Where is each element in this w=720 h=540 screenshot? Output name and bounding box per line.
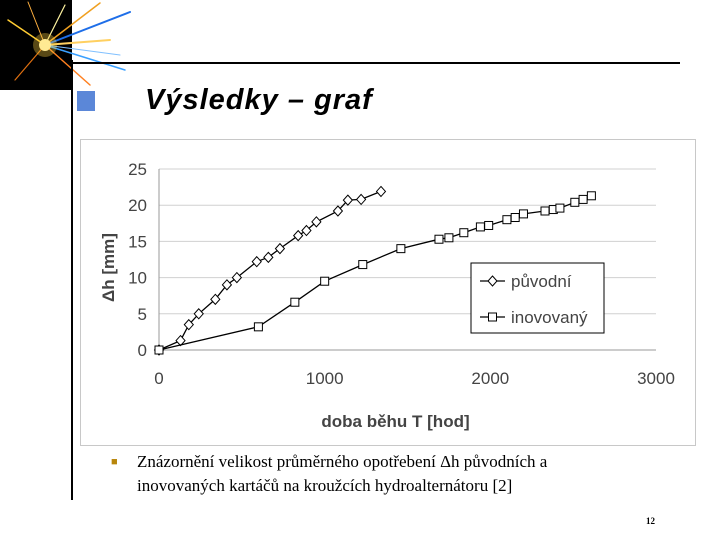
data-point-2 [359, 261, 367, 269]
y-tick-label: 5 [137, 304, 147, 324]
data-point-2 [445, 234, 453, 242]
x-tick-label: 0 [154, 369, 164, 388]
x-tick-label: 1000 [305, 369, 344, 388]
data-point-2 [476, 223, 484, 231]
data-point-1 [232, 273, 241, 283]
left-rule [71, 60, 73, 500]
data-point-1 [252, 257, 261, 267]
y-tick-label: 0 [137, 341, 147, 360]
x-tick-label: 3000 [637, 369, 675, 388]
y-tick-label: 20 [128, 196, 147, 216]
y-tick-label: 15 [128, 232, 147, 252]
x-axis-label: doba běhu T [hod] [321, 412, 470, 431]
caption-line-2: inovovaných kartáčů na kroužcích hydroalternátoru [2] [137, 476, 513, 495]
legend-label: původní [511, 272, 572, 291]
bullet-icon: ■ [111, 456, 118, 468]
header-rule [71, 62, 680, 64]
data-point-1 [294, 231, 303, 241]
data-point-2 [460, 229, 468, 237]
data-point-1 [357, 194, 366, 204]
y-tick-label: 25 [128, 160, 147, 179]
slide-caption [137, 450, 697, 498]
data-point-1 [376, 186, 385, 196]
data-point-2 [556, 204, 564, 212]
data-point-2 [397, 245, 405, 253]
data-point-2 [503, 216, 511, 224]
slide-title: Výsledky – graf [145, 84, 373, 116]
data-point-2 [155, 346, 163, 354]
data-point-2 [511, 214, 519, 222]
y-tick-label: 10 [128, 268, 147, 288]
data-point-2 [321, 277, 329, 285]
chart-container [80, 139, 696, 446]
data-point-2 [541, 207, 549, 215]
caption-line-1: Znázornění velikost průměrného opotřebení Δh původních a [137, 452, 548, 471]
page-number: 12 [646, 516, 655, 526]
data-point-1 [264, 252, 273, 262]
decorative-corner-image [0, 0, 135, 90]
data-point-2 [571, 198, 579, 206]
title-accent-square [77, 91, 95, 111]
data-point-2 [291, 298, 299, 306]
data-point-2 [519, 210, 527, 218]
data-point-2 [254, 323, 262, 331]
y-axis-label: Δh [mm] [99, 233, 118, 302]
data-point-2 [435, 235, 443, 243]
x-tick-label: 2000 [471, 369, 510, 388]
data-point-2 [579, 195, 587, 203]
data-point-2 [587, 192, 595, 200]
data-point-1 [275, 244, 284, 254]
legend-label: inovovaný [511, 308, 588, 327]
data-point-2 [485, 221, 493, 229]
chart-svg [81, 140, 695, 445]
legend-marker [489, 313, 497, 321]
